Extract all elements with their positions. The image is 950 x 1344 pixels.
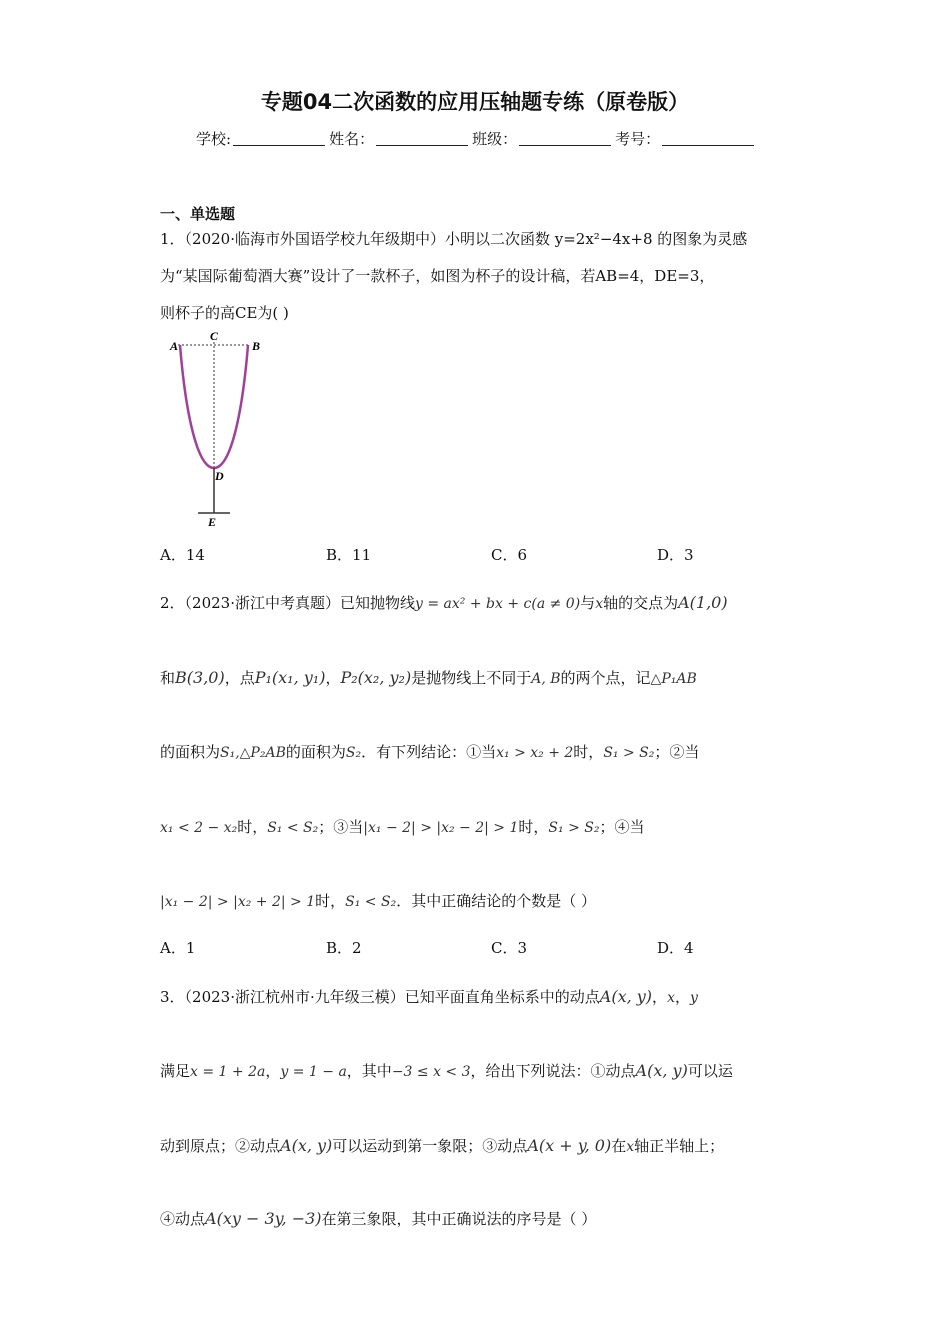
q3-line4: ④动点A(xy − 3y, −3)在第三象限，其中正确说法的序号是（ ）: [160, 1209, 597, 1228]
q1-option-c[interactable]: C．6: [491, 546, 528, 564]
page-title: 专题04二次函数的应用压轴题专练（原卷版）: [260, 90, 690, 114]
q1-option-b[interactable]: B．11: [326, 546, 372, 564]
name-blank[interactable]: [376, 131, 468, 146]
number-label: 考号：: [615, 130, 661, 148]
label-b: B: [252, 339, 261, 353]
q2-line4: x₁ < 2 − x₂时，S₁ < S₂；③当|x₁ − 2| > |x₂ − 2| > 1时，S₁ > S₂；④当: [160, 818, 645, 836]
student-info-line: [196, 128, 758, 149]
q2-line3: 的面积为S₁,△P₂AB的面积为S₂．有下列结论：①当x₁ > x₂ + 2时，S₁ > S₂；②当: [160, 743, 700, 761]
q1-option-a[interactable]: A．14: [160, 546, 205, 564]
q2-point-a: A(1,0): [678, 593, 728, 612]
cup-figure: [168, 328, 268, 534]
q2-line5: |x₁ − 2| > |x₂ + 2| > 1时，S₁ < S₂．其中正确结论的个数是（ ）: [160, 892, 596, 910]
q2-line1: 2．（2023·浙江中考真题）已知抛物线y = ax² + bx + c(a ≠ 0)与x轴的交点为A(1,0): [160, 593, 728, 612]
q3-line1: 3．（2023·浙江杭州市·九年级三模）已知平面直角坐标系中的动点A(x, y)，x，y: [160, 987, 698, 1006]
q1-line1: 1．（2020·临海市外国语学校九年级期中）小明以二次函数 y=2x²−4x+8 的图象为灵感: [160, 230, 748, 248]
q2-option-d[interactable]: D．4: [657, 939, 694, 957]
number-blank[interactable]: [662, 131, 754, 146]
name-label: 姓名：: [329, 130, 375, 148]
q1-line3: 则杯子的高CE为( ): [160, 304, 289, 322]
school-blank[interactable]: [233, 131, 325, 146]
q2-option-c[interactable]: C．3: [491, 939, 528, 957]
section-heading: 一、单选题: [160, 205, 236, 223]
class-label: 班级：: [472, 130, 518, 148]
q2-parabola-formula: y = ax² + bx + c(a ≠ 0): [415, 596, 581, 612]
q3-line3: 动到原点；②动点A(x, y)可以运动到第一象限；③动点A(x + y, 0)在x轴正半轴上；: [160, 1136, 725, 1155]
q2-option-a[interactable]: A．1: [160, 939, 196, 957]
class-blank[interactable]: [519, 131, 611, 146]
q3-line2: 满足x = 1 + 2a，y = 1 − a，其中−3 ≤ x < 3，给出下列说法：①动点A(x, y)可以运: [160, 1061, 733, 1080]
label-d: D: [215, 469, 224, 483]
label-e: E: [208, 515, 217, 529]
q2-line2: 和B(3,0)，点P₁(x₁, y₁)，P₂(x₂, y₂)是抛物线上不同于A, B的两个点，记△P₁AB: [160, 668, 697, 687]
label-a: A: [170, 339, 179, 353]
label-c: C: [210, 329, 219, 343]
school-label: 学校:: [196, 130, 232, 148]
q1-option-d[interactable]: D．3: [657, 546, 694, 564]
q2-option-b[interactable]: B．2: [326, 939, 362, 957]
q1-line2: 为“某国际葡萄酒大赛”设计了一款杯子，如图为杯子的设计稿，若AB=4，DE=3，: [160, 267, 715, 285]
